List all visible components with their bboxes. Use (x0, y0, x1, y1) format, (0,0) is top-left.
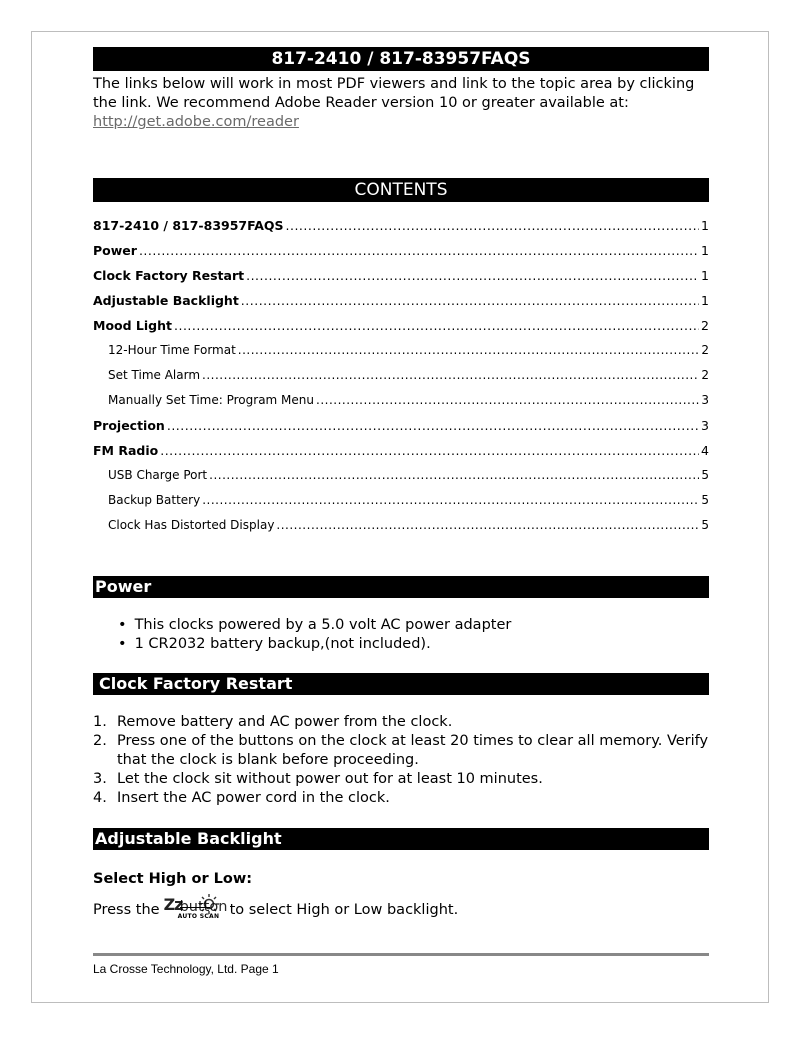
auto-scan-button-icon (164, 897, 226, 923)
restart-heading: Clock Factory Restart (93, 673, 709, 695)
toc-label[interactable]: 817-2410 / 817-83957FAQS (93, 218, 284, 233)
toc-label[interactable]: Manually Set Time: Program Menu (108, 393, 314, 407)
step-text: Let the clock sit without power out for at least 10 minutes. (117, 771, 543, 787)
step-number: 4. (93, 790, 107, 806)
toc-page: 2 (701, 343, 709, 357)
toc-label[interactable]: Power (93, 243, 137, 258)
toc-page: 1 (701, 218, 709, 233)
toc-label[interactable]: Clock Factory Restart (93, 268, 245, 283)
restart-steps (93, 713, 709, 808)
toc-item[interactable] (93, 518, 709, 543)
toc-item[interactable] (93, 493, 709, 518)
toc-label[interactable]: Projection (93, 418, 165, 433)
power-heading: Power (93, 576, 709, 598)
list-item (93, 770, 709, 789)
backlight-subheading: Select High or Low: (93, 871, 253, 887)
toc-page: 2 (701, 368, 709, 382)
toc-item[interactable] (93, 343, 709, 368)
step-number: 1. (93, 714, 107, 730)
power-bullets (118, 616, 511, 654)
list-item (93, 789, 709, 808)
toc-item[interactable] (93, 393, 709, 418)
toc-page: 1 (701, 293, 709, 308)
toc-label[interactable]: Mood Light (93, 318, 172, 333)
step-number: 3. (93, 771, 107, 787)
toc-label[interactable]: Backup Battery (108, 493, 201, 507)
toc-item[interactable] (93, 468, 709, 493)
toc-page: 2 (701, 318, 709, 333)
step-text: Insert the AC power cord in the clock. (117, 790, 390, 806)
toc-page: 1 (701, 268, 709, 283)
list-item (93, 713, 709, 732)
intro-paragraph (93, 75, 709, 132)
page-footer: La Crosse Technology, Ltd. Page 1 (93, 962, 279, 976)
document-title: 817-2410 / 817-83957FAQS (93, 47, 709, 71)
toc-page: 3 (701, 418, 709, 433)
step-number: 2. (93, 733, 107, 749)
toc-item[interactable] (93, 368, 709, 393)
adobe-reader-link[interactable]: http://get.adobe.com/reader (93, 114, 299, 130)
step-text: Remove battery and AC power from the clock. (117, 714, 453, 730)
toc-item[interactable] (93, 243, 709, 268)
toc-item[interactable] (93, 318, 709, 343)
zz-glyph: Zz (163, 895, 183, 914)
toc-page: 1 (701, 243, 709, 258)
toc-page: 3 (701, 393, 709, 407)
contents-heading: CONTENTS (93, 178, 709, 202)
toc-label[interactable]: Adjustable Backlight (93, 293, 239, 308)
toc-page: 4 (701, 443, 709, 458)
table-of-contents (93, 218, 709, 543)
list-item: • 1 CR2032 battery backup,(not included). (118, 635, 511, 654)
list-item (93, 732, 709, 770)
press-before-text: Press the (93, 902, 160, 918)
toc-item[interactable] (93, 418, 709, 443)
toc-item[interactable] (93, 443, 709, 468)
toc-item[interactable] (93, 293, 709, 318)
footer-divider (93, 953, 709, 956)
toc-item[interactable] (93, 268, 709, 293)
toc-item[interactable] (93, 218, 709, 243)
toc-label[interactable]: Clock Has Distorted Display (108, 518, 275, 532)
toc-label[interactable]: Set Time Alarm (108, 368, 201, 382)
press-after-text: to select High or Low backlight. (229, 902, 459, 918)
intro-text: The links below will work in most PDF viewers and link to the topic area by clicking the link. We recommend Adobe Reader version 10 or greater available at: (93, 76, 695, 111)
toc-label[interactable]: USB Charge Port (108, 468, 208, 482)
auto-scan-label: AUTO SCAN (177, 913, 220, 920)
step-text: Press one of the buttons on the clock at least 20 times to clear all memory. Verify that the clock is blank before proceeding. (117, 733, 709, 768)
button-word: button (179, 899, 228, 915)
toc-page: 5 (701, 518, 709, 532)
toc-label[interactable]: FM Radio (93, 443, 159, 458)
backlight-instruction (93, 897, 458, 923)
toc-label[interactable]: 12-Hour Time Format (108, 343, 236, 357)
list-item: • This clocks powered by a 5.0 volt AC power adapter (118, 616, 511, 635)
toc-page: 5 (701, 468, 709, 482)
backlight-heading: Adjustable Backlight (93, 828, 709, 850)
toc-page: 5 (701, 493, 709, 507)
